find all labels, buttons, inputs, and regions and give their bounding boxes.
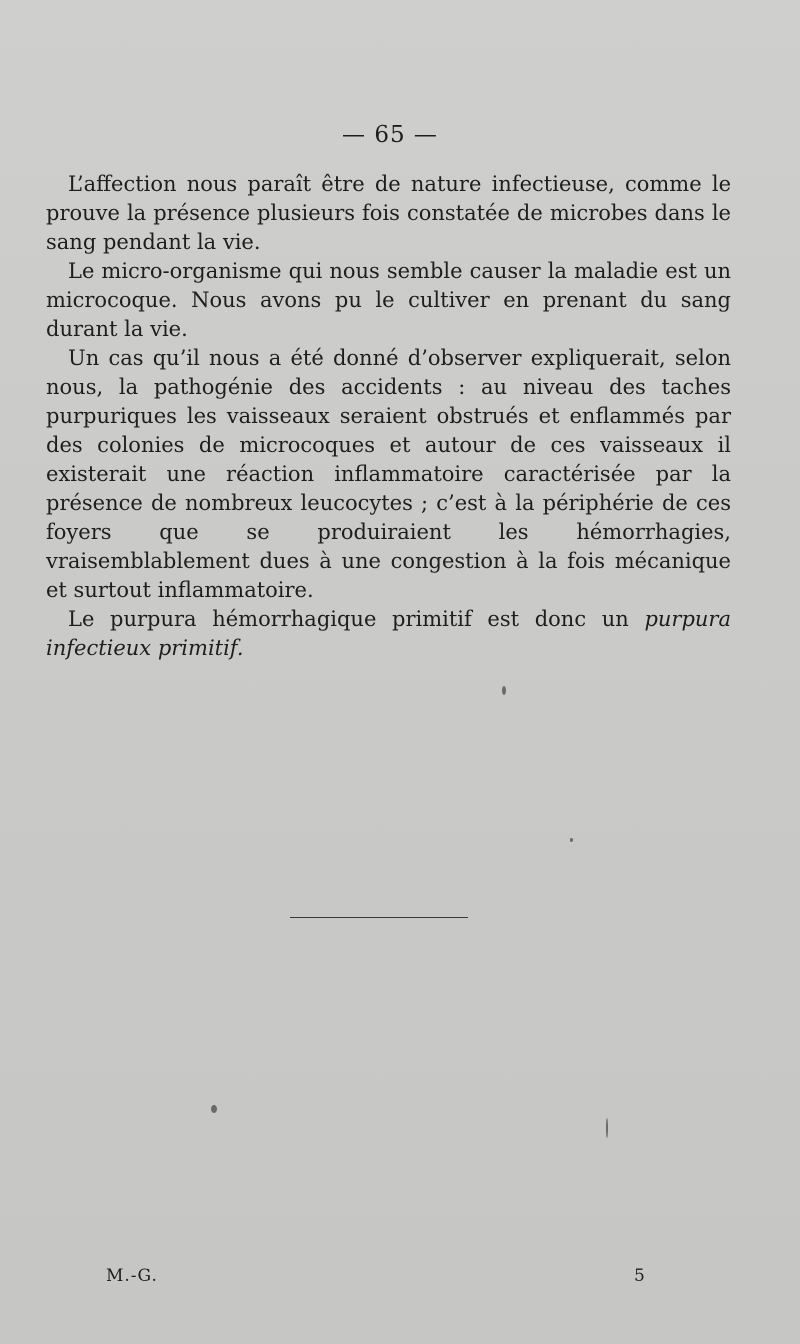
signature-number: 5 [634,1266,645,1286]
paragraph-4-italic: purpura infectieux primitif. [46,607,731,660]
paragraph-4-text: Le purpura hémorrhagique primitif est donc un [68,607,629,631]
paragraph-3: Un cas qu’il nous a été donné d’observer expliquerait, selon nous, la pathogénie des accidents : au niveau des taches purpuriques les vaisseaux seraient obstrués et enflammés par des colonies de microcoques et autour de ces vaisseaux il existerait une réaction inflammatoire caractérisée par la présence de nombreux leucocytes ; c’est à la périphérie de ces foyers que se produiraient les hémorrhagies, vraisemblablement dues à une congestion à la fois mécanique et surtout inflammatoire. [46,346,731,602]
paper-speck [502,686,506,695]
paper-speck [606,1118,608,1138]
page-number: — 65 — [342,122,438,148]
section-rule [290,917,468,918]
paper-speck [570,838,573,842]
body-text [46,170,731,663]
paragraph-4 [46,605,731,663]
paragraph-2: Le micro-organisme qui nous semble causer la maladie est un microcoque. Nous avons pu le cultiver en prenant du sang durant la vie. [46,259,731,341]
signature-mark: M.-G. [106,1266,158,1286]
paper-speck [211,1105,217,1113]
paragraph-1: L’affection nous paraît être de nature infectieuse, comme le prouve la présence plusieurs fois constatée de microbes dans le sang pendant la vie. [46,172,731,254]
